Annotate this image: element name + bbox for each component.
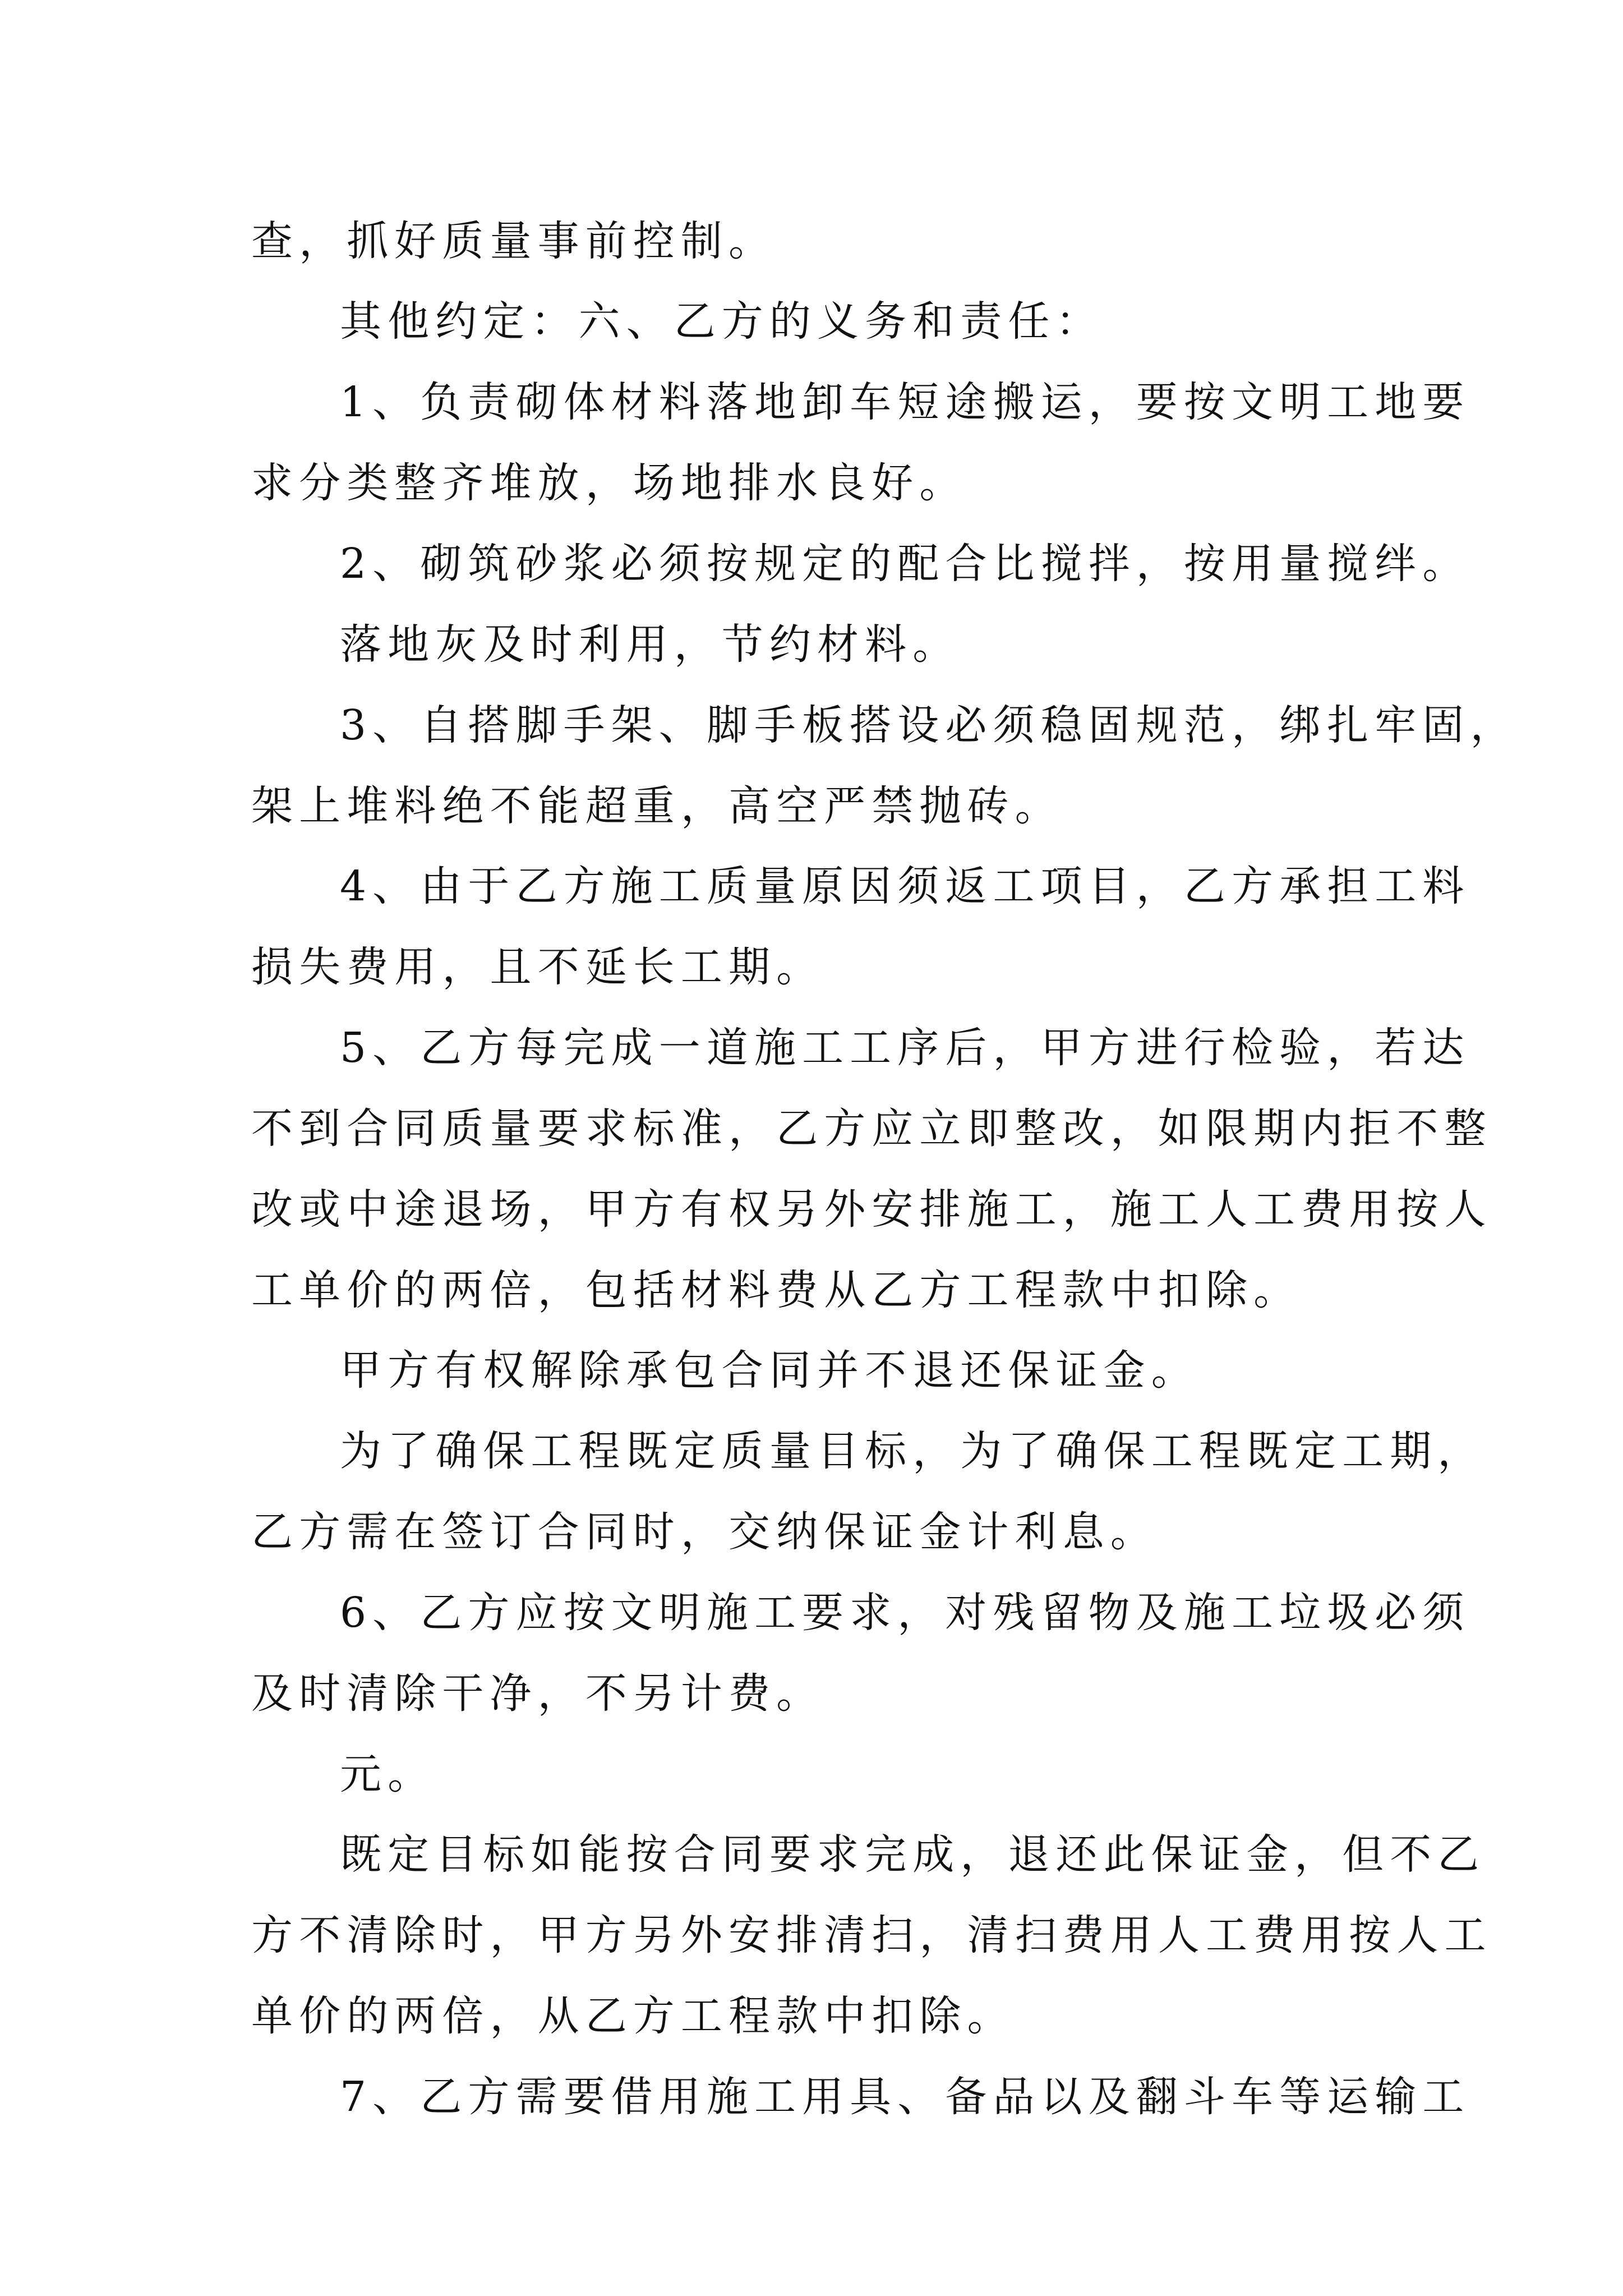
text-line: 架上堆料绝不能超重，高空严禁抛砖。 — [251, 782, 1063, 830]
text-line: 7、乙方需要借用施工用具、备品以及翻斗车等运输工 — [340, 2073, 1470, 2121]
text-line: 损失费用，且不延长工期。 — [251, 943, 824, 991]
text-line: 及时清除干净，不另计费。 — [251, 1669, 824, 1718]
text-line: 元。 — [340, 1750, 436, 1798]
text-line: 既定目标如能按合同要求完成，退还此保证金，但不乙 — [340, 1830, 1486, 1879]
text-line: 改或中途退场，甲方有权另外安排施工，施工人工费用按人 — [251, 1185, 1492, 1234]
text-line: 2、砌筑砂浆必须按规定的配合比搅拌，按用量搅绊。 — [340, 540, 1470, 588]
text-line: 工单价的两倍，包括材料费从乙方工程款中扣除。 — [251, 1266, 1302, 1314]
text-line: 方不清除时，甲方另外安排清扫，清扫费用人工费用按人工 — [251, 1911, 1492, 1959]
text-line: 其他约定：六、乙方的义务和责任： — [340, 297, 1104, 346]
text-line: 5、乙方每完成一道施工工序后，甲方进行检验，若达 — [340, 1024, 1470, 1072]
text-line: 单价的两倍，从乙方工程款中扣除。 — [251, 1992, 1015, 2040]
text-line: 求分类整齐堆放，场地排水良好。 — [251, 459, 967, 507]
text-line: 3、自搭脚手架、脚手板搭设必须稳固规范，绑扎牢固， — [340, 701, 1518, 749]
text-line: 不到合同质量要求标准，乙方应立即整改，如限期内拒不整 — [251, 1105, 1492, 1153]
text-line: 落地灰及时利用，节约材料。 — [340, 620, 961, 669]
text-line: 乙方需在签订合同时，交纳保证金计利息。 — [251, 1508, 1158, 1556]
text-line: 为了确保工程既定质量目标，为了确保工程既定工期， — [340, 1427, 1486, 1475]
text-line: 6、乙方应按文明施工要求，对残留物及施工垃圾必须 — [340, 1589, 1470, 1637]
text-line: 4、由于乙方施工质量原因须返工项目，乙方承担工料 — [340, 862, 1470, 910]
text-line: 甲方有权解除承包合同并不退还保证金。 — [340, 1346, 1199, 1395]
text-line: 查，抓好质量事前控制。 — [251, 217, 777, 265]
text-line: 1、负责砌体材料落地卸车短途搬运，要按文明工地要 — [340, 378, 1470, 426]
